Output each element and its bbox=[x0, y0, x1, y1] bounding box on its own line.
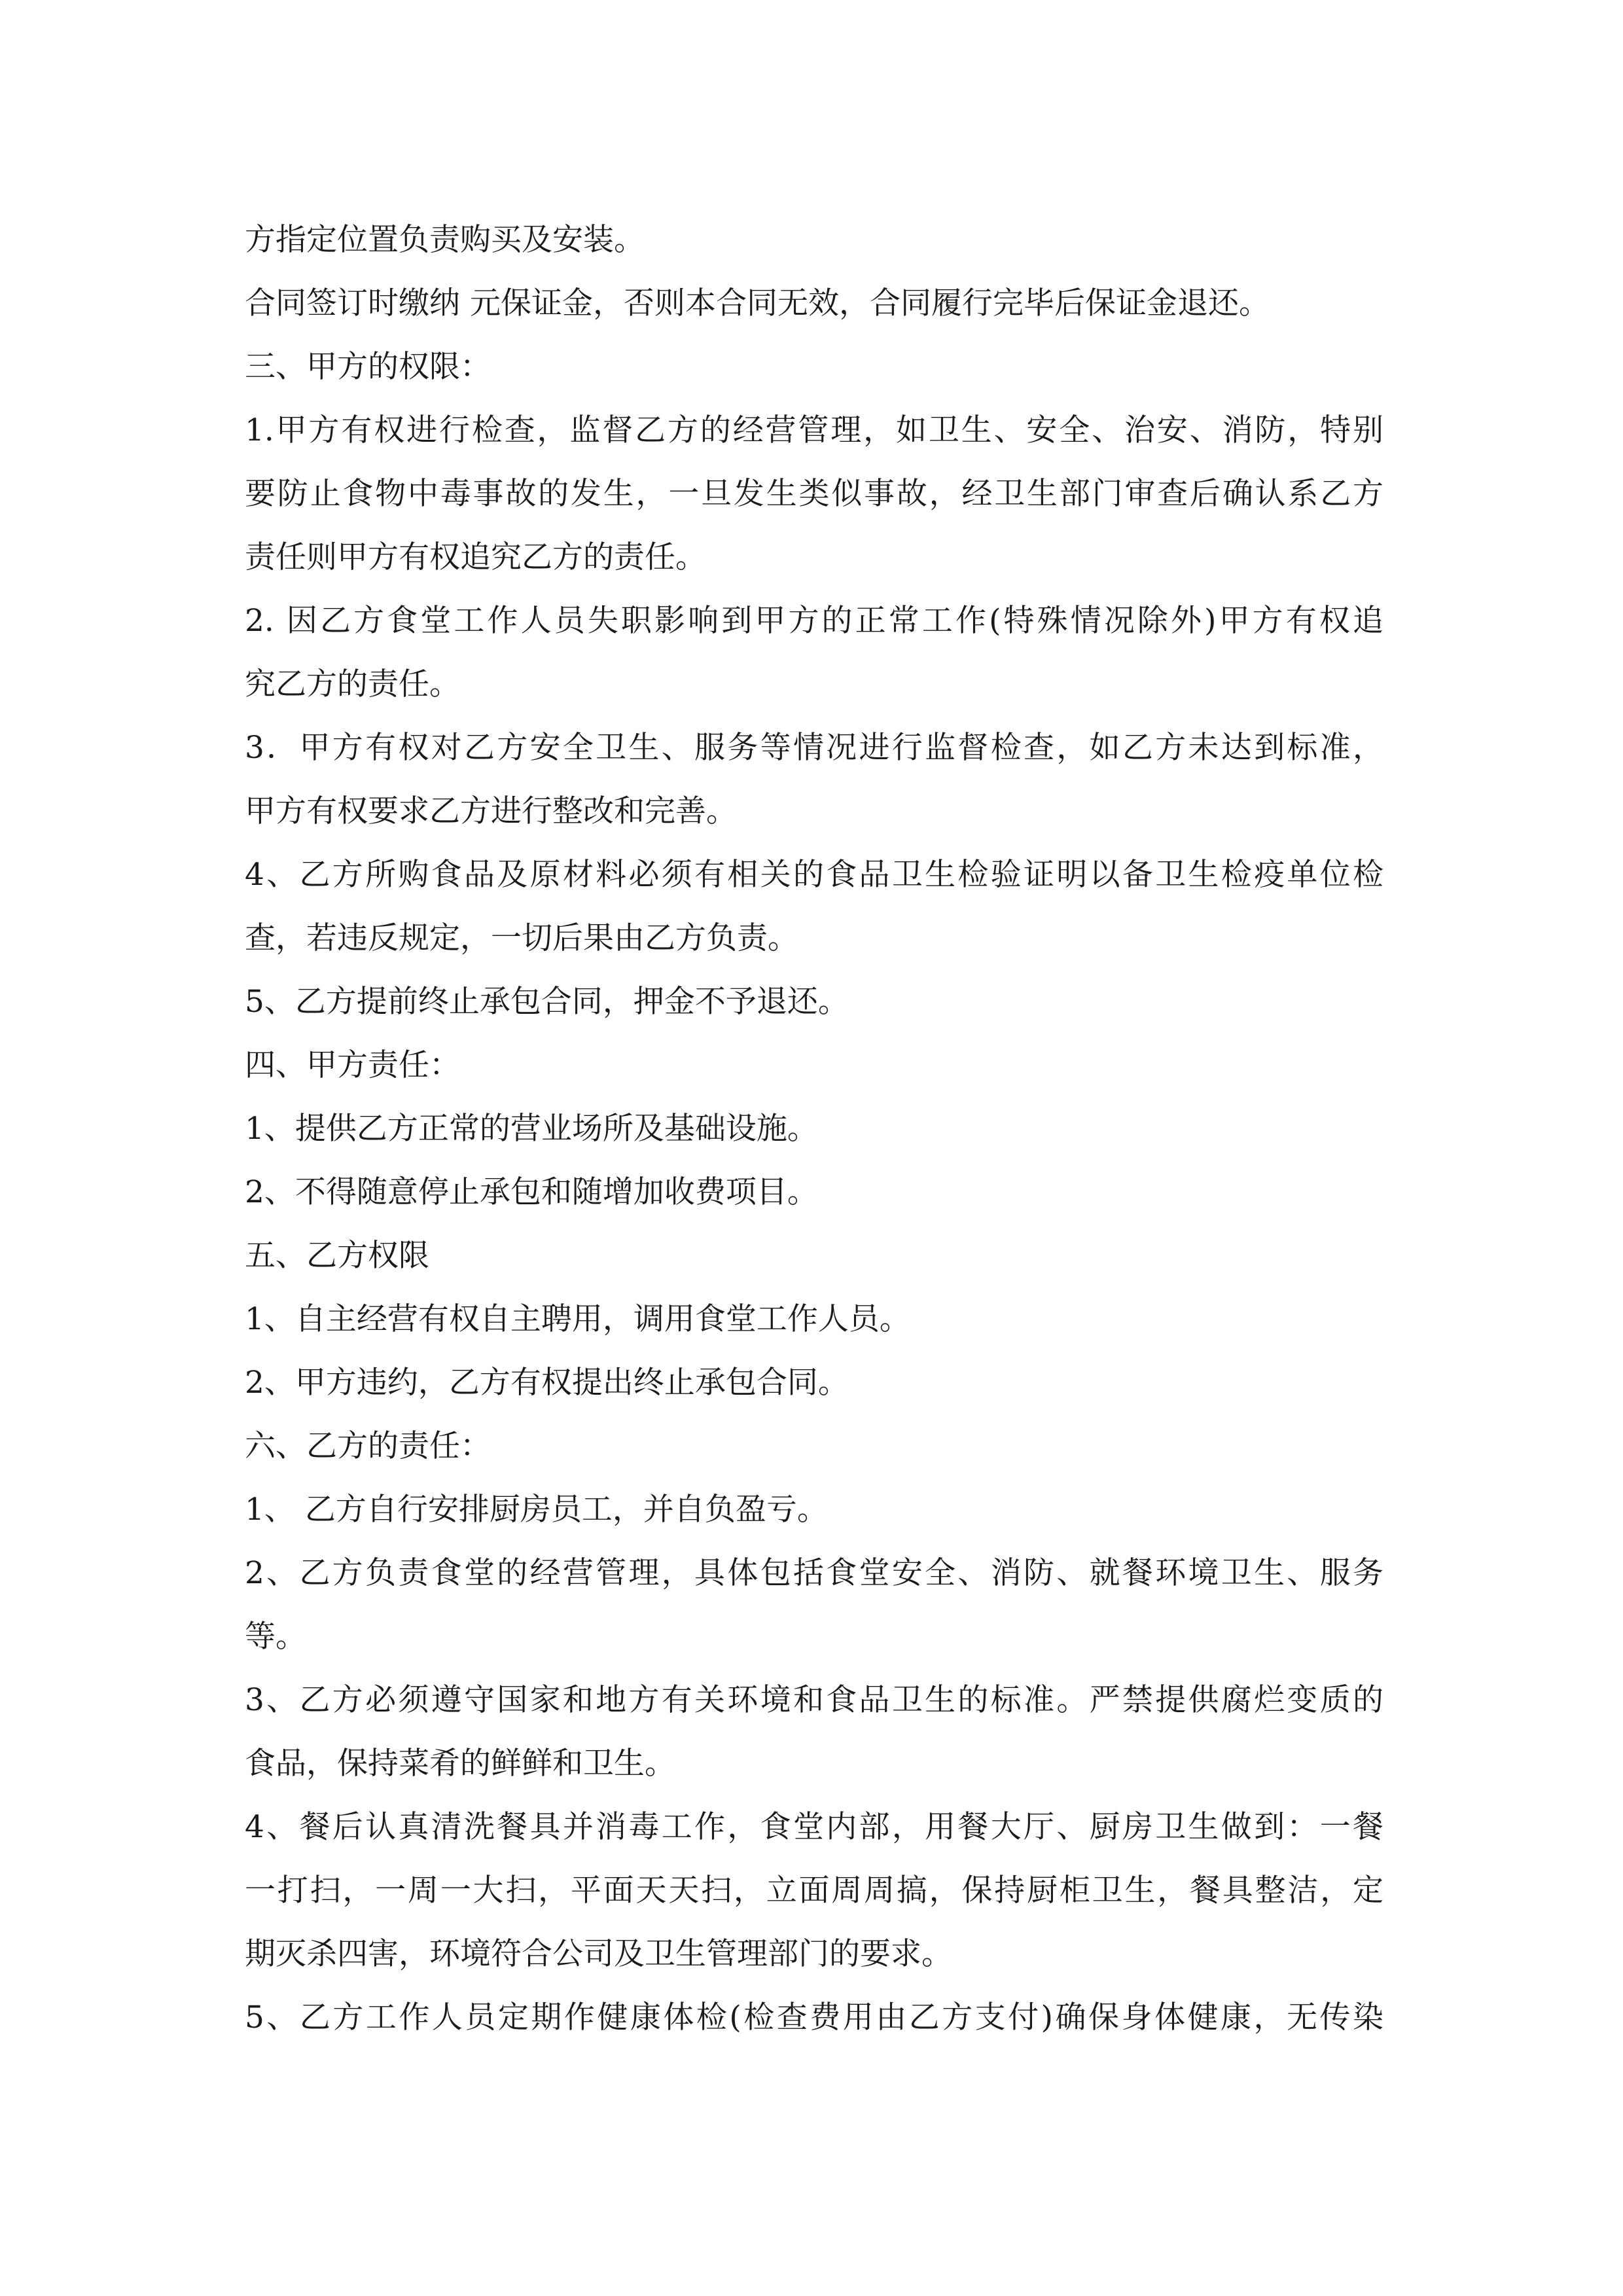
text-line: 4、餐后认真清洗餐具并消毒工作，食堂内部，用餐大厅、厨房卫生做到：一餐 bbox=[245, 1809, 1383, 1845]
text-line: 甲方有权要求乙方进行整改和完善。 bbox=[245, 793, 737, 829]
text-line: 要防止食物中毒事故的发生，一旦发生类似事故，经卫生部门审查后确认系乙方 bbox=[245, 476, 1383, 512]
text-line: 5、乙方提前终止承包合同，押金不予退还。 bbox=[245, 984, 849, 1020]
text-line: 食品，保持菜肴的鲜鲜和卫生。 bbox=[245, 1746, 675, 1782]
text-line: 1、自主经营有权自主聘用，调用食堂工作人员。 bbox=[245, 1301, 910, 1337]
text-line: 1、提供乙方正常的营业场所及基础设施。 bbox=[245, 1111, 818, 1147]
text-line: 2. 因乙方食堂工作人员失职影响到甲方的正常工作(特殊情况除外)甲方有权追 bbox=[245, 603, 1383, 639]
text-line: 3、乙方必须遵守国家和地方有关环境和食品卫生的标准。严禁提供腐烂变质的 bbox=[245, 1682, 1383, 1718]
text-line: 查，若违反规定，一切后果由乙方负责。 bbox=[245, 920, 798, 956]
text-line: 2、甲方违约，乙方有权提出终止承包合同。 bbox=[245, 1365, 849, 1401]
text-line: 方指定位置负责购买及安装。 bbox=[245, 222, 645, 258]
text-line: 四、甲方责任： bbox=[245, 1047, 460, 1083]
text-line: 2、不得随意停止承包和随增加收费项目。 bbox=[245, 1174, 818, 1210]
document-body bbox=[245, 208, 1383, 2049]
text-line: 1、 乙方自行安排厨房员工，并自负盈亏。 bbox=[245, 1492, 828, 1528]
text-line: 合同签订时缴纳 元保证金，否则本合同无效，合同履行完毕后保证金退还。 bbox=[245, 285, 1270, 321]
text-line: 究乙方的责任。 bbox=[245, 666, 460, 702]
text-line: 责任则甲方有权追究乙方的责任。 bbox=[245, 539, 706, 575]
text-line: 1.甲方有权进行检查，监督乙方的经营管理，如卫生、安全、治安、消防，特别 bbox=[245, 412, 1383, 448]
text-line: 三、甲方的权限： bbox=[245, 349, 491, 385]
text-line: 5、乙方工作人员定期作健康体检(检查费用由乙方支付)确保身体健康，无传染 bbox=[245, 2000, 1383, 2036]
text-line: 五、乙方权限 bbox=[245, 1238, 429, 1274]
text-line: 期灭杀四害，环境符合公司及卫生管理部门的要求。 bbox=[245, 1936, 952, 1972]
text-line: 一打扫，一周一大扫，平面天天扫，立面周周搞，保持厨柜卫生，餐具整洁，定 bbox=[245, 1873, 1383, 1909]
text-line: 3．甲方有权对乙方安全卫生、服务等情况进行监督检查，如乙方未达到标准， bbox=[245, 730, 1383, 766]
text-line: 4、乙方所购食品及原材料必须有相关的食品卫生检验证明以备卫生检疫单位检 bbox=[245, 857, 1383, 893]
text-line: 等。 bbox=[245, 1619, 306, 1655]
text-line: 六、乙方的责任： bbox=[245, 1428, 491, 1464]
text-line: 2、乙方负责食堂的经营管理，具体包括食堂安全、消防、就餐环境卫生、服务 bbox=[245, 1555, 1383, 1591]
